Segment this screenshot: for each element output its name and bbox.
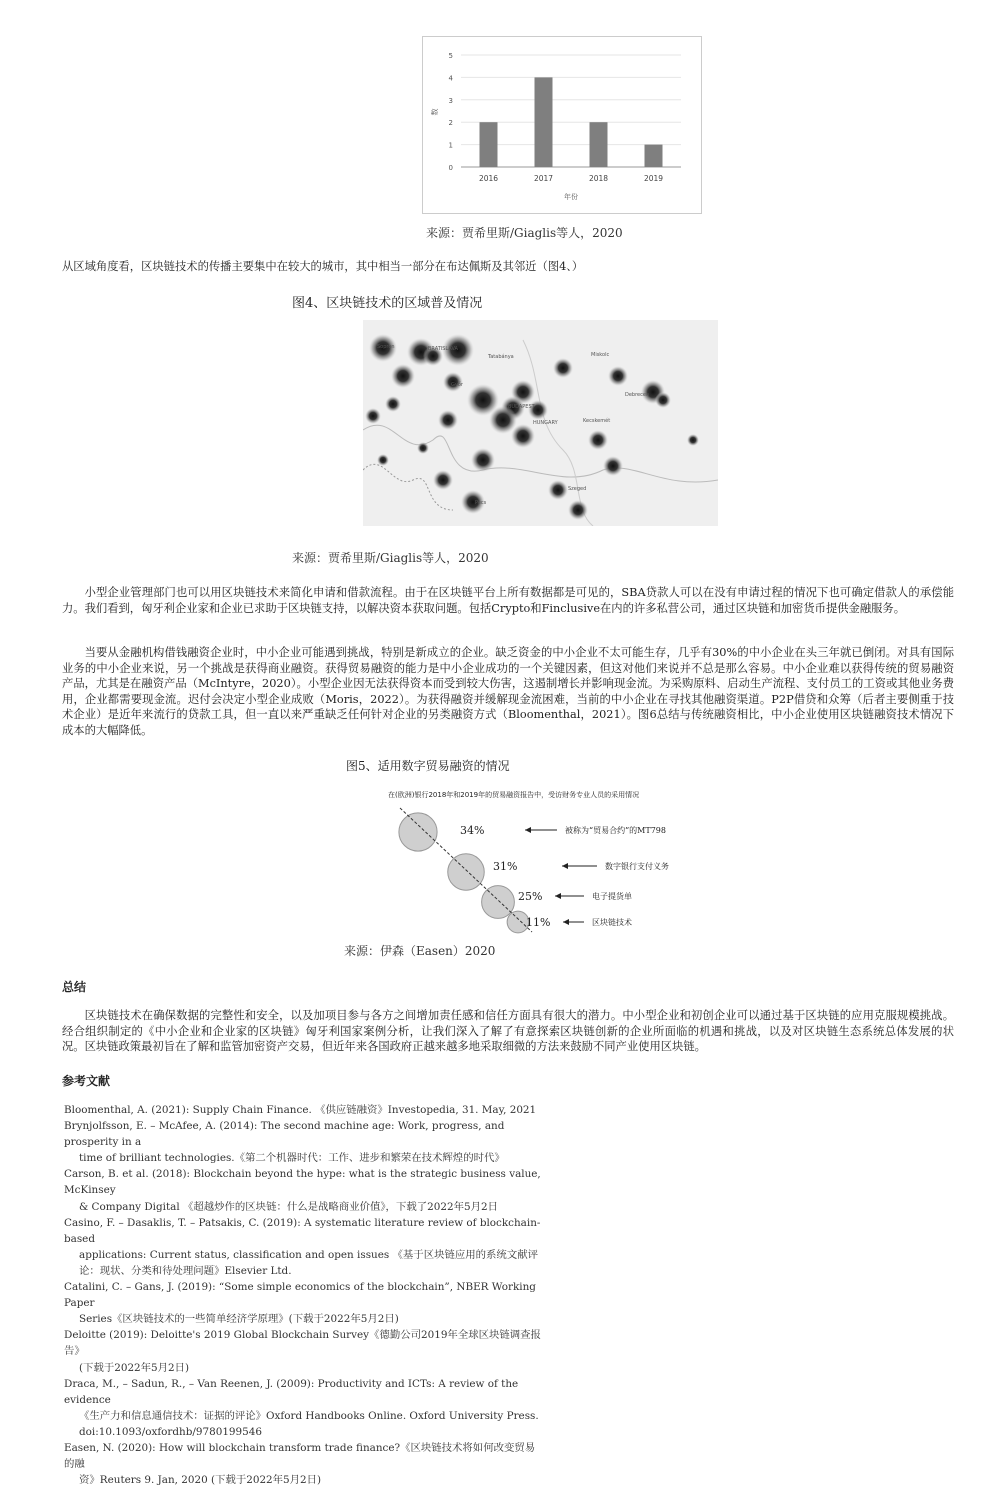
figure5-subtitle: 在(欧洲)银行2018年和2019年的贸易融资报告中，受访财务专业人员的采用情况 xyxy=(388,791,640,799)
density-spot xyxy=(385,396,401,412)
reference-item xyxy=(64,1440,544,1488)
bar xyxy=(480,122,498,167)
map-label: Pécs xyxy=(475,500,487,506)
bubble-label: 区块链技术 xyxy=(592,918,632,927)
map-label: BRATISLAVA xyxy=(428,346,458,352)
bubble-label: 电子提货单 xyxy=(592,892,632,901)
bar xyxy=(590,122,608,167)
bubble xyxy=(482,886,515,919)
y-tick-label: 4 xyxy=(448,74,453,83)
bubble-chart xyxy=(380,800,680,940)
bubble-percent: 25% xyxy=(518,890,543,903)
map-label: Kecskemét xyxy=(583,418,611,424)
y-tick-label: 5 xyxy=(448,52,453,60)
x-tick-label: 2016 xyxy=(478,174,499,183)
reference-line: Easen, N. (2020): How will blockchain transform trade finance?《区块链技术将如何改变贸易的融 xyxy=(64,1441,536,1471)
references-heading: 参考文献 xyxy=(62,1074,111,1088)
y-tick-label: 1 xyxy=(448,141,453,150)
figure5-title: 图5、适用数字贸易融资的情况 xyxy=(346,759,510,773)
figure4-source: 来源：贾希里斯/Giaglis等人，2020 xyxy=(292,551,489,565)
map-label: Miskolc xyxy=(591,352,610,358)
density-spot xyxy=(528,400,548,420)
reference-continuation: applications: Current status, classification and open issues 《基于区块链应用的系统文献评论：现状、分类和待处理问题》Elsevier Ltd. xyxy=(79,1248,538,1277)
summary-heading: 总结 xyxy=(62,980,87,994)
map-label: Debrecen xyxy=(625,392,650,398)
map-svg xyxy=(363,320,718,526)
density-spot xyxy=(568,500,588,520)
bubble-label: 被称为“贸易合约”的MT798 xyxy=(565,826,666,835)
finance-paragraph: 当要从金融机构借钱融资企业时，中小企业可能遇到挑战，特别是新成立的企业。缺乏资金的中小企业不太可能生存，几乎有30%的中小企业在头三年就已倒闭。对具有国际业务的中小企业来说，另一个挑战是获得商业融资。获得贸易融资的能力是中小企业成功的一个关键因素，但这对他们来说并不总是那么容易。中小企业难以获得传统的贸易融资产品，尤其是在融资产品（McIntyre，2020）。小型企业因无法获得资本而受到较大伤害，这遏制增长并影响现金流。为采购原料、启动生产流程、支付员工的工资或其他业务费用，企业都需要现金流。迟付会决定小型企业成败（Moris，2022）。为获得融资并缓解现金流困难，当前的中小企业在寻找其他融资渠道。P2P借贷和众筹（后者主要侧重于技术企业）是近年来流行的贷款工具，但一直以来严重缺乏任何针对企业的另类融资方式（Bloomenthal，2021）。图6总结与传统融资相比，中小企业使用区块链融资技术情况下成本的大幅降低。 xyxy=(62,646,954,737)
reference-line: Casino, F. – Dasaklis, T. – Patsakis, C. (2019): A systematic literature review of blockchain-based xyxy=(64,1216,541,1245)
y-axis-label: 数 xyxy=(431,108,439,116)
density-spot xyxy=(438,410,458,430)
map-label: Tatabánya xyxy=(488,354,514,360)
arrow-head xyxy=(563,919,569,925)
map-label: Győr xyxy=(451,382,463,388)
reference-item xyxy=(64,1327,544,1375)
bubble-label: 数字银行支付义务 xyxy=(605,862,669,871)
summary-paragraph: 区块链技术在确保数据的完整性和安全，以及加项目参与各方之间增加责任感和信任方面具有很大的潜力。中小型企业和初创企业可以通过基于区块链的应用克服规模挑战。经合组织制定的《中小企业和企业家的区块链》匈牙利国家案例分析，让我们深入了解了有意探索区块链创新的企业所面临的机遇和挑战，以及对区块链生态系统总体发展的状况。区块链政策最初旨在了解和监管加密资产交易，但近年来各国政府正越来越多地采取细微的方法来鼓励不同产业使用区块链。 xyxy=(62,1009,954,1053)
reference-continuation: (下载于2022年5月2日) xyxy=(79,1361,190,1374)
reference-line: Draca, M., – Sadun, R., – Van Reenen, J. (2009): Productivity and ICTs: A review of the evidence xyxy=(64,1377,519,1406)
bubble-percent: 31% xyxy=(493,860,518,873)
reference-item xyxy=(64,1118,544,1166)
map-label: HUNGARY xyxy=(533,420,558,426)
reference-line: Brynjolfsson, E. – McAfee, A. (2014): The second machine age: Work, progress, and prosperity in a xyxy=(64,1120,505,1149)
reference-line: Deloitte (2019): Deloitte's 2019 Global Blockchain Survey《德勤公司2019年全球区块链调查报告》 xyxy=(64,1329,541,1358)
density-spot xyxy=(511,424,535,448)
bubble-percent: 34% xyxy=(460,824,485,837)
reference-continuation: Series《区块链技术的一些简单经济学原理》(下载于2022年5月2日) xyxy=(79,1313,399,1326)
reference-item xyxy=(64,1215,544,1279)
reference-line: Catalini, C. – Gans, J. (2019): “Some simple economics of the blockchain”, NBER Working Paper xyxy=(64,1281,536,1310)
bubble xyxy=(399,813,437,851)
figure3-source: 来源：贾希里斯/Giaglis等人，2020 xyxy=(426,226,623,240)
density-spot xyxy=(553,358,573,378)
x-axis-label: 年份 xyxy=(564,193,578,201)
density-spot xyxy=(433,470,453,490)
sba-paragraph: 小型企业管理部门也可以用区块链技术来简化申请和借款流程。由于在区块链平台上所有数据都是可见的，SBA贷款人可以在没有申请过程的情况下也可确定借款人的承偿能力。我们看到，匈牙利企业家和企业已求助于区块链支持，以解决资本获取问题。包括Crypto和Finclusive在内的许多私营公司，通过区块链和加密货币提供金融服务。 xyxy=(62,586,954,615)
references-list xyxy=(64,1102,544,1488)
bubble-percent: 11% xyxy=(526,916,551,929)
density-spot xyxy=(588,430,608,450)
density-spot xyxy=(391,364,415,388)
x-tick-label: 2017 xyxy=(533,174,554,183)
reference-continuation: time of brilliant technologies.《第二个机器时代：工作、进步和繁荣在技术辉煌的时代》 xyxy=(79,1152,505,1165)
bubble xyxy=(448,854,484,890)
reference-continuation: 资》Reuters 9. Jan, 2020 (下载于2022年5月2日) xyxy=(79,1474,322,1487)
map-label: Szeged xyxy=(568,486,587,492)
reference-line: Carson, B. et al. (2018): Blockchain beyond the hype: what is the strategic business value, McKinsey xyxy=(64,1168,541,1197)
reference-line: Bloomenthal, A. (2021): Supply Chain Finance. 《供应链融资》Investopedia, 31. May, 2021 xyxy=(64,1104,537,1116)
bar-chart-svg xyxy=(423,37,701,213)
density-spot xyxy=(655,392,671,408)
bar xyxy=(645,145,663,167)
x-tick-label: 2019 xyxy=(643,174,664,183)
density-spot xyxy=(377,454,389,466)
reference-item xyxy=(64,1376,544,1440)
density-spot xyxy=(608,366,628,386)
figure4-title: 图4、区块链技术的区域普及情况 xyxy=(292,296,483,311)
map-label: BUDAPEST xyxy=(508,404,535,410)
density-spot xyxy=(548,480,568,500)
density-spot xyxy=(603,456,623,476)
regional-paragraph: 从区域角度看，区块链技术的传播主要集中在较大的城市，其中相当一部分在布达佩斯及其邻近（图4、） xyxy=(62,260,584,273)
bar xyxy=(535,77,553,167)
y-tick-label: 3 xyxy=(448,96,453,105)
arrow-head xyxy=(525,827,531,833)
map-label: Sopron xyxy=(377,344,395,350)
reference-item xyxy=(64,1166,544,1214)
reference-continuation: & Company Digital 《超越炒作的区块链：什么是战略商业价值》，下载了2022年5月2日 xyxy=(79,1200,498,1213)
density-spot xyxy=(365,408,381,424)
density-spot xyxy=(417,442,429,454)
heat-map xyxy=(363,320,718,526)
figure3-chart xyxy=(422,36,702,214)
reference-item xyxy=(64,1102,544,1118)
x-tick-label: 2018 xyxy=(588,174,609,183)
reference-item xyxy=(64,1279,544,1327)
density-spot xyxy=(687,434,699,446)
arrow-head xyxy=(562,863,568,869)
reference-continuation: 《生产力和信息通信技术：证据的评论》Oxford Handbooks Online. Oxford University Press. doi:10.1093/oxfordhb/9780199546 xyxy=(79,1409,539,1438)
figure5-source: 来源：伊森（Easen）2020 xyxy=(344,944,496,958)
y-tick-label: 2 xyxy=(448,119,453,128)
y-tick-label: 0 xyxy=(448,164,453,172)
density-spot xyxy=(471,448,495,472)
arrow-head xyxy=(555,893,561,899)
